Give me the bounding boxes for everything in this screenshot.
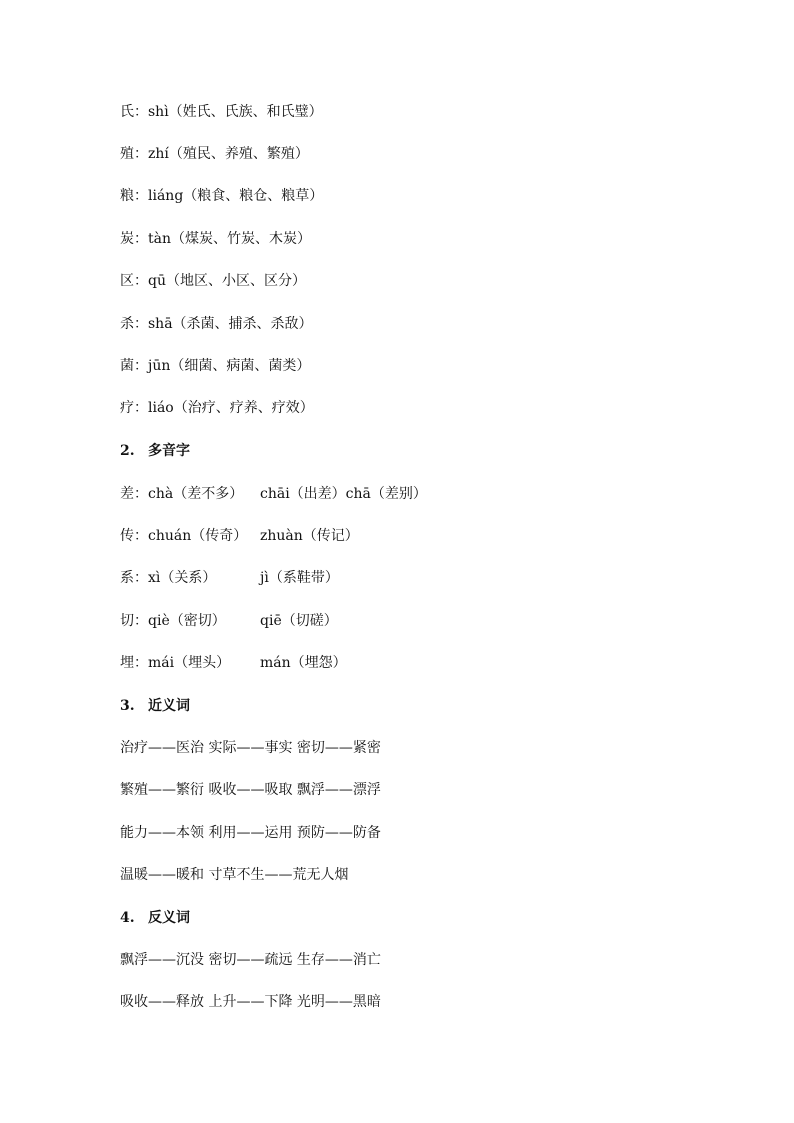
polyphone-row: [120, 653, 347, 673]
polyphone-reading: 系：xì（关系）: [120, 570, 217, 586]
polyphone-row: [120, 526, 359, 546]
section-number: 2.: [120, 443, 135, 459]
polyphone-row: [120, 611, 338, 631]
synonym-line: 繁殖——繁衍 吸收——吸取 飘浮——漂浮: [120, 782, 381, 798]
word-entry: 炭：tàn（煤炭、竹炭、木炭）: [120, 231, 311, 247]
word-entry: 氏：shì（姓氏、氏族、和氏璧）: [120, 104, 323, 120]
polyphone-reading: 切：qiè（密切）: [120, 613, 226, 629]
section-heading-antonyms: [120, 908, 190, 928]
polyphone-reading: 传：chuán（传奇）: [120, 528, 248, 544]
polyphone-reading: mán（埋怨）: [260, 655, 347, 671]
section-heading-polyphones: [120, 441, 190, 461]
antonym-line: 吸收——释放 上升——下降 光明——黑暗: [120, 994, 381, 1010]
synonym-line: 能力——本领 利用——运用 预防——防备: [120, 825, 381, 841]
word-entry: 杀：shā（杀菌、捕杀、杀敌）: [120, 316, 313, 332]
section-title: 反义词: [148, 910, 190, 926]
antonym-line: 飘浮——沉没 密切——疏远 生存——消亡: [120, 952, 381, 968]
polyphone-reading: 差：chà（差不多）: [120, 486, 244, 502]
polyphone-reading: zhuàn（传记）: [260, 528, 359, 544]
section-title: 近义词: [148, 698, 190, 714]
polyphone-reading: jì（系鞋带）: [260, 570, 339, 586]
polyphone-row: [120, 484, 427, 504]
section-number: 3.: [120, 698, 135, 714]
synonym-line: 温暖——暖和 寸草不生——荒无人烟: [120, 867, 349, 883]
polyphone-reading: qiē（切磋）: [260, 613, 338, 629]
polyphone-reading: 埋：mái（埋头）: [120, 655, 231, 671]
word-entry: 殖：zhí（殖民、养殖、繁殖）: [120, 146, 309, 162]
word-entry: 粮：liáng（粮食、粮仓、粮草）: [120, 188, 324, 204]
polyphone-reading: chāi（出差）chā（差别）: [260, 486, 427, 502]
section-heading-synonyms: [120, 696, 190, 716]
word-entry: 区：qū（地区、小区、区分）: [120, 273, 306, 289]
section-number: 4.: [120, 910, 135, 926]
synonym-line: 治疗——医治 实际——事实 密切——紧密: [120, 740, 381, 756]
polyphone-row: [120, 568, 339, 588]
section-title: 多音字: [148, 443, 190, 459]
word-entry: 疗：liáo（治疗、疗养、疗效）: [120, 400, 314, 416]
word-entry: 菌：jūn（细菌、病菌、菌类）: [120, 358, 311, 374]
